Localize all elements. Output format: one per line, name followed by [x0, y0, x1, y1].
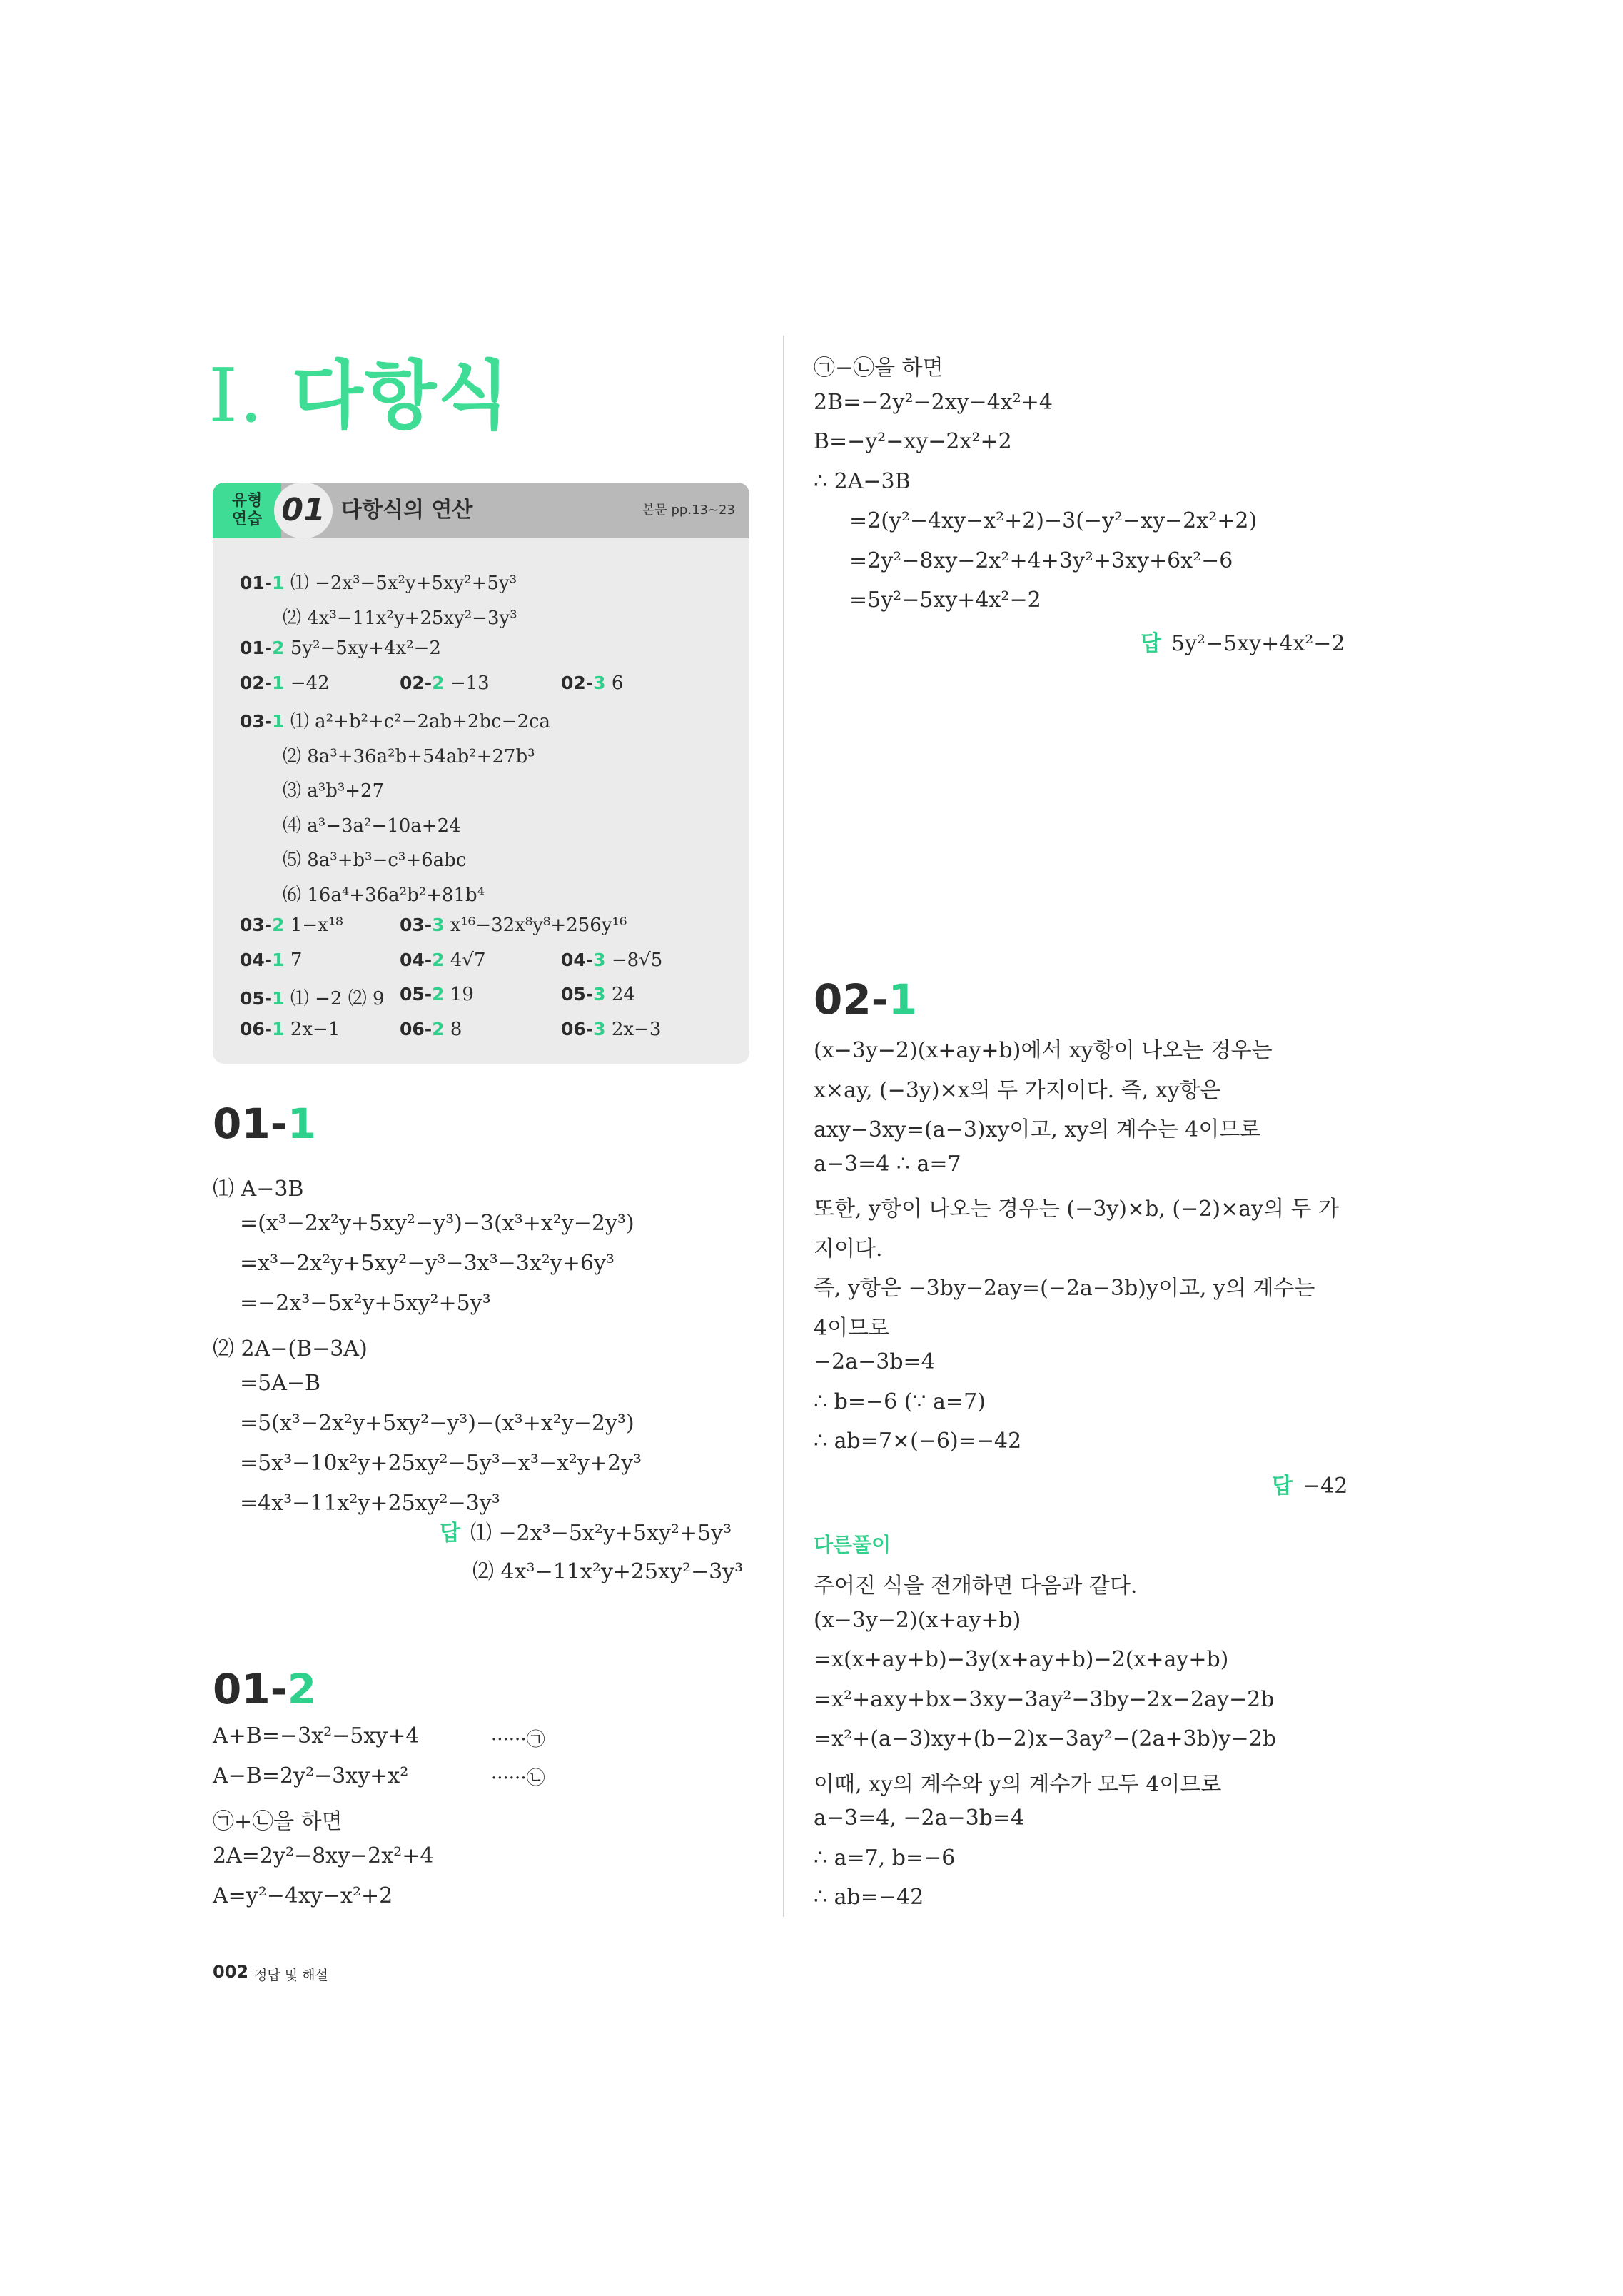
answer-text: −42: [1302, 1474, 1348, 1499]
quick-answer-row: [400, 673, 490, 694]
answer-key-prefix: 05-: [240, 988, 273, 1009]
answer-key-prefix: 04-: [561, 950, 594, 970]
answer-key-suffix: 3: [432, 915, 445, 935]
answer-key-prefix: 04-: [400, 950, 433, 970]
footer-label: 정답 및 해설: [254, 1968, 328, 1983]
math-line: =2y²−8xy−2x²+4+3y²+3xy+6x²−6: [849, 548, 1233, 573]
math-line: 2B=−2y²−2xy−4x²+4: [814, 389, 1053, 415]
math-line: 또한, y항이 나오는 경우는 (−3y)×b, (−2)×ay의 두 가: [814, 1197, 1340, 1222]
answer-text: 5y²−5xy+4x²−2: [1171, 631, 1345, 656]
answer-key-prefix: 02-: [561, 673, 594, 693]
answer-key: [240, 915, 285, 935]
answer-key-suffix: 3: [593, 984, 606, 1004]
math-line: =5y²−5xy+4x²−2: [849, 588, 1041, 613]
math-line: a−3=4 ∴ a=7: [814, 1151, 961, 1177]
answer-01-1-b: ⑵ 4x³−11x²y+25xy²−3y³: [472, 1559, 744, 1584]
quick-answer-row: [561, 673, 623, 694]
answer-key-prefix: 03-: [240, 915, 273, 935]
answer-key: [561, 984, 606, 1004]
answer-key-suffix: 1: [272, 711, 285, 732]
quick-answer-row: [240, 673, 330, 694]
math-line: ㉠+㉡을 하면: [213, 1809, 343, 1834]
answer-key: [400, 673, 445, 693]
answer-key-prefix: 01-: [240, 638, 273, 658]
badge-line-2: 연습: [231, 510, 263, 528]
quick-answer-text: −8√5: [611, 950, 663, 971]
answer-key-suffix: 1: [272, 950, 285, 970]
quick-answer-text: 7: [290, 950, 303, 971]
quick-answer-row: [400, 915, 627, 936]
quick-answer-text: 19: [450, 984, 474, 1005]
section-title-02-1: [814, 975, 917, 1024]
section-title-suffix: 1: [888, 975, 918, 1024]
quick-answer-text: ⑵ 8a³+36a²b+54ab²+27b³: [283, 746, 535, 767]
math-line: ∴ 2A−3B: [814, 468, 911, 494]
math-line: (x−3y−2)(x+ay+b)에서 xy항이 나오는 경우는: [814, 1038, 1273, 1063]
math-line: 4이므로: [814, 1315, 890, 1341]
math-line: 주어진 식을 전개하면 다음과 같다.: [814, 1574, 1138, 1598]
quick-answer-text: ⑴ a²+b²+c²−2ab+2bc−2ca: [290, 711, 551, 732]
answer-text: ⑴ −2x³−5x²y+5xy²+5y³: [470, 1521, 732, 1546]
math-line: =5A−B: [240, 1371, 321, 1396]
quick-answer-text: 2x−1: [290, 1019, 340, 1040]
math-line: =x²+axy+bx−3xy−3ay²−3by−2x−2ay−2b: [814, 1686, 1275, 1712]
answer-key-prefix: 05-: [561, 984, 594, 1004]
section-title-01-2: [213, 1665, 316, 1713]
quick-answer-row: [283, 776, 384, 802]
quick-answer-text: ⑶ a³b³+27: [283, 780, 385, 802]
quick-answer-text: ⑸ 8a³+b³−c³+6abc: [283, 850, 467, 871]
answer-key-suffix: 1: [272, 1019, 285, 1039]
answer-key: [240, 673, 285, 693]
quick-answer-row: [240, 984, 385, 1010]
quick-answer-row: [240, 950, 302, 971]
quick-answer-text: ⑵ 4x³−11x²y+25xy²−3y³: [283, 608, 517, 629]
alternative-solution-title: 다른풀이: [814, 1533, 891, 1556]
answer-key-prefix: 02-: [400, 673, 433, 693]
answer-key-prefix: 04-: [240, 950, 273, 970]
quick-answer-row: [240, 707, 550, 733]
quick-answer-row: [283, 845, 466, 872]
answer-key-suffix: 2: [272, 915, 285, 935]
answer-key-prefix: 06-: [240, 1019, 273, 1039]
equation-mark-1: ······㉠: [491, 1729, 545, 1751]
math-line: (x−3y−2)(x+ay+b): [814, 1607, 1021, 1633]
math-line: ⑴ A−3B: [213, 1177, 304, 1202]
quick-answer-text: 2x−3: [611, 1019, 662, 1040]
math-line: 즉, y항은 −3by−2ay=(−2a−3b)y이고, y의 계수는: [814, 1276, 1315, 1301]
math-line: x×ay, (−3y)×x의 두 가지이다. 즉, xy항은: [814, 1077, 1221, 1103]
quick-answer-text: 5y²−5xy+4x²−2: [290, 638, 441, 659]
quick-answer-row: [283, 603, 517, 630]
answer-key: [400, 950, 445, 970]
page-reference: 본문 pp.13~23: [642, 503, 735, 518]
math-line: ∴ b=−6 (∵ a=7): [814, 1389, 986, 1414]
math-line: A+B=−3x²−5xy+4: [213, 1723, 420, 1748]
quick-answer-text: −13: [450, 673, 490, 694]
math-line: a−3=4, −2a−3b=4: [814, 1806, 1025, 1831]
quick-answer-row: [561, 950, 662, 971]
type-title: 다항식의 연산: [341, 498, 473, 523]
chapter-title: [208, 336, 511, 443]
quick-answer-text: ⑴ −2 ⑵ 9: [290, 988, 385, 1009]
page-number: 002: [213, 1962, 249, 1982]
math-line: ∴ ab=−42: [814, 1885, 924, 1910]
section-title-01-1: [213, 1099, 316, 1148]
quick-answer-row: [561, 1019, 661, 1040]
quick-answer-row: [240, 1019, 340, 1040]
quick-answer-row: [400, 1019, 462, 1040]
answer-key-suffix: 3: [593, 950, 606, 970]
quick-answer-row: [240, 638, 441, 659]
answer-key-suffix: 1: [272, 573, 285, 593]
quick-answer-row: [400, 984, 474, 1005]
quick-answer-text: 6: [611, 673, 624, 694]
section-title-prefix: 01-: [213, 1665, 288, 1713]
answer-label: 답: [1272, 1474, 1293, 1499]
answer-key-prefix: 06-: [561, 1019, 594, 1039]
section-title-prefix: 02-: [814, 975, 889, 1024]
math-line: axy−3xy=(a−3)xy이고, xy의 계수는 4이므로: [814, 1117, 1261, 1142]
math-line: =5x³−10x²y+25xy²−5y³−x³−x²y+2y³: [240, 1451, 642, 1476]
quick-answer-row: [283, 880, 485, 907]
section-title-suffix: 1: [287, 1099, 317, 1148]
quick-answer-text: ⑷ a³−3a²−10a+24: [283, 815, 461, 837]
quick-answer-text: x¹⁶−32x⁸y⁸+256y¹⁶: [450, 915, 627, 936]
answer-key: [240, 950, 285, 970]
answer-key-suffix: 3: [593, 1019, 606, 1039]
quick-answer-text: 24: [611, 984, 635, 1005]
answer-key-prefix: 05-: [400, 984, 433, 1004]
math-line: =x(x+ay+b)−3y(x+ay+b)−2(x+ay+b): [814, 1647, 1229, 1672]
answer-key-suffix: 2: [432, 984, 445, 1004]
math-line: −2a−3b=4: [814, 1349, 935, 1374]
answer-key: [240, 638, 285, 658]
quick-answer-row: [400, 950, 486, 971]
answer-key-prefix: 02-: [240, 673, 273, 693]
answer-key-suffix: 3: [593, 673, 606, 693]
math-line: =(x³−2x²y+5xy²−y³)−3(x³+x²y−2y³): [240, 1211, 634, 1236]
quick-answer-text: 1−x¹⁸: [290, 915, 343, 936]
answer-key: [240, 573, 285, 593]
math-line: B=−y²−xy−2x²+2: [814, 429, 1012, 454]
answer-key: [400, 915, 445, 935]
column-divider: [783, 336, 784, 1917]
math-line: =2(y²−4xy−x²+2)−3(−y²−xy−2x²+2): [849, 508, 1258, 533]
math-line: A=y²−4xy−x²+2: [213, 1883, 393, 1908]
quick-answer-text: 8: [450, 1019, 462, 1040]
section-title-prefix: 01-: [213, 1099, 288, 1148]
math-line: =−2x³−5x²y+5xy²+5y³: [240, 1291, 491, 1316]
answer-key: [240, 1019, 285, 1039]
math-line: 지이다.: [814, 1236, 883, 1262]
math-line: =4x³−11x²y+25xy²−3y³: [240, 1491, 500, 1516]
answer-key-suffix: 2: [272, 638, 285, 658]
answer-02-1: [1272, 1468, 1348, 1499]
quick-answer-text: −42: [290, 673, 330, 694]
math-line: A−B=2y²−3xy+x²: [213, 1763, 409, 1788]
answer-key-suffix: 2: [432, 950, 445, 970]
answer-label: 답: [440, 1521, 460, 1546]
answer-key: [240, 711, 285, 732]
answer-key-suffix: 2: [432, 673, 445, 693]
quick-answer-row: [240, 568, 517, 595]
quick-answer-row: [283, 811, 461, 837]
answer-key-suffix: 1: [272, 673, 285, 693]
math-line: ㉠−㉡을 하면: [814, 356, 944, 381]
chapter-name: 다항식: [291, 352, 511, 439]
quick-answer-row: [283, 742, 535, 768]
math-line: 2A=2y²−8xy−2x²+4: [213, 1843, 434, 1868]
type-badge: [213, 483, 281, 538]
chapter-roman: Ⅰ.: [208, 352, 265, 439]
answer-key-prefix: 03-: [400, 915, 433, 935]
math-line: =x³−2x²y+5xy²−y³−3x³−3x²y+6y³: [240, 1251, 615, 1276]
answer-key: [561, 950, 606, 970]
math-line: 이때, xy의 계수와 y의 계수가 모두 4이므로: [814, 1771, 1222, 1797]
quick-answer-row: [561, 984, 635, 1005]
answer-key: [561, 673, 606, 693]
answer-key-suffix: 1: [272, 988, 285, 1009]
quick-answer-row: [240, 915, 343, 936]
type-number: 01: [274, 483, 333, 538]
answer-key: [400, 984, 445, 1004]
badge-line-1: 유형: [231, 492, 263, 510]
math-line: ⑵ 2A−(B−3A): [213, 1336, 368, 1361]
answer-key: [561, 1019, 606, 1039]
answer-label: 답: [1141, 631, 1161, 656]
section-title-suffix: 2: [287, 1665, 317, 1713]
answer-key-prefix: 01-: [240, 573, 273, 593]
math-line: =x²+(a−3)xy+(b−2)x−3ay²−(2a+3b)y−2b: [814, 1726, 1276, 1751]
equation-mark-2: ······㉡: [491, 1768, 545, 1789]
answer-key-suffix: 2: [432, 1019, 445, 1039]
answer-key: [240, 988, 285, 1009]
answer-key-prefix: 06-: [400, 1019, 433, 1039]
answer-01-2: [1141, 625, 1345, 657]
math-line: ∴ a=7, b=−6: [814, 1845, 956, 1870]
quick-answer-text: ⑹ 16a⁴+36a²b²+81b⁴: [283, 885, 485, 906]
answer-key-prefix: 03-: [240, 711, 273, 732]
answer-key: [400, 1019, 445, 1039]
math-line: =5(x³−2x²y+5xy²−y³)−(x³+x²y−2y³): [240, 1411, 634, 1436]
answer-01-1-a: [440, 1515, 732, 1546]
math-line: ∴ ab=7×(−6)=−42: [814, 1429, 1022, 1454]
quick-answer-text: ⑴ −2x³−5x²y+5xy²+5y³: [290, 573, 517, 594]
quick-answer-text: 4√7: [450, 950, 486, 971]
